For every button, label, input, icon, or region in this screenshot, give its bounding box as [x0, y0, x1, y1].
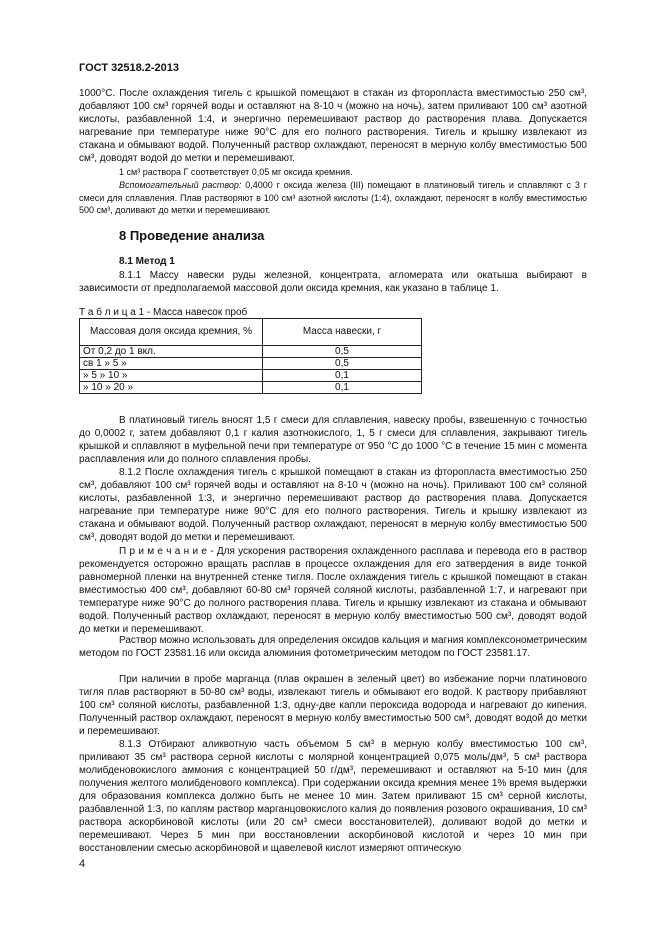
- table-row: [80, 358, 422, 370]
- footnote-solution-g: 1 см³ раствора Г соответствует 0,05 мг оксида кремния.: [119, 167, 353, 177]
- table-caption: Т а б л и ц а 1 - Масса навесок проб: [79, 307, 248, 318]
- crucible-fusion-paragraph: В платиновый тигель вносят 1,5 г смеси для сплавления, навеску пробы, взвешенную с точностью до 0,0002 г, затем добавляют 0,1 г калия азотнокислого, 1, 5 г смеси для сплавления, закрывают тигель крышкой и сплавляют в муфельной печи при температуре от 950 °С до 1000 °С в течение 15 мин с момента расплавления или до полного сплавления пробы.: [79, 415, 587, 466]
- table-row: [80, 346, 422, 358]
- table-cell-mass: 0,5: [263, 346, 422, 358]
- table-row: [80, 370, 422, 382]
- auxiliary-solution-paragraph: [79, 179, 587, 217]
- table-cell-range: св 1 » 5 »: [80, 358, 263, 370]
- table-header-row: [80, 319, 422, 346]
- table-cell-mass: 0,1: [263, 382, 422, 394]
- document-code-header: ГОСТ 32518.2-2013: [79, 62, 179, 74]
- intro-paragraph: 1000°С. После охлаждения тигель с крышкой помещают в стакан из фторопласта вместимостью 250 см³, добавляют 100 см³ горячей воды и оставляют на 8-10 ч (можно на ночь), затем приливают 100 см³ азотной кислоты, разбавленной 1:4, и энергично перемешивают раствор до растворения плава. Допускается нагревание при температуре ниже 90°С для его полного растворения. Тигель и крышку извлекают из стакана и обмывают водой. Полученный раствор охлаждают, переносят в мерную колбу вместимостью 500 см³, доводят водой до метки и перемешивают.: [79, 88, 587, 165]
- paragraph-8-1-2: 8.1.2 После охлаждения тигель с крышкой помещают в стакан из фторопласта вместимостью 250 см³, добавляют 100 см³ горячей воды и оставляют на 8-10 ч (можно на ночь). Приливают 100 см³ соляной кислоты, разбавленной 1:3, и энергично перемешивают раствор до растворения плава. Допускается нагревание при температуре ниже 90°С для его полного растворения. Тигель и крышку извлекают из стакана и обмывают водой. Полученный раствор охлаждают, переносят в мерную колбу вместимостью 500 см³, доводят водой до метки и перемешивают.: [79, 467, 587, 544]
- table-cell-mass: 0,1: [263, 370, 422, 382]
- subsection-title: 8.1 Метод 1: [119, 256, 175, 267]
- section-title: 8 Проведение анализа: [119, 228, 265, 243]
- table-header-sample-mass: Масса навески, г: [263, 319, 422, 346]
- page-number: 4: [79, 858, 86, 870]
- table-cell-range: » 5 » 10 »: [80, 370, 263, 382]
- note-paragraph: П р и м е ч а н и е - Для ускорения растворения охлажденного расплава и перевода его в раствор рекомендуется осторожно вращать расплав в процессе охлаждения для его затвердения в виде тонкой равномерной пленки на внутренней стенке тигля. После охлаждения тигель с крышкой помещают в стакан вместимостью 400 см³, добавляют 60-80 см³ горячей соляной кислоты, разбавленной 1:7, и нагревают при температуре ниже 90°С до полного растворения плава. Тигель и крышку извлекают из стакана и обмывают водой. Полученный раствор охлаждают, переносят в мерную колбу вместимостью 500 см³, доводят водой до метки и перемешивают.: [79, 546, 587, 636]
- table-cell-range: » 10 » 20 »: [80, 382, 263, 394]
- table-cell-mass: 0,5: [263, 358, 422, 370]
- auxiliary-solution-text: 0,4000 г оксида железа (III) помещают в платиновый тигель и сплавляют с 3 г смеси для сплавления. Плав растворяют в 100 см³ азотной кислоты (1:4), охлаждают, переносят в колбу вместимостью 500 см³, доливают до метки и перемешивают.: [79, 180, 587, 215]
- paragraph-8-1-1: 8.1.1 Массу навески руды железной, концентрата, агломерата или окатыша выбирают в зависимости от предполагаемой массовой доли оксида кремния, как указано в таблице 1.: [79, 270, 587, 295]
- table-cell-range: От 0,2 до 1 вкл.: [80, 346, 263, 358]
- sample-mass-table: [79, 318, 422, 394]
- paragraph-8-1-3: 8.1.3 Отбирают аликвотную часть объемом 5 см³ в мерную колбу вместимостью 100 см³, приливают 35 см³ раствора серной кислоты с молярной концентрацией 0,075 моль/дм³, 5 см³ раствора молибденовокислого аммония с концентрацией 50 г/дм³, перемешивают и оставляют на 5-10 мин (для получения желтого молибденового комплекса). При содержании оксида кремния менее 1% время выдержки для образования комплекса должно быть не менее 10 мин. Затем приливают 15 см³ серной кислоты, разбавленной 1:3, по каплям раствор марганцовокислого калия до появления розового окрашивания, 10 см³ раствора аскорбиновой кислоты (или 20 см³ смеси восстановителей), доливают водой до метки и перемешивают. Через 5 мин при восстановлении аскорбиновой кислотой и через 10 мин при восстановлении смесью аскорбиновой и щавелевой кислот измеряют оптическую: [79, 739, 587, 855]
- table-row: [80, 382, 422, 394]
- table-header-silica-fraction: Массовая доля оксида кремния, %: [80, 319, 263, 346]
- manganese-paragraph: При наличии в пробе марганца (плав окрашен в зеленый цвет) во избежание порчи платинового тигля плав растворяют в 50-80 см³ воды, извлекают тигель и обмывают его водой. К раствору прибавляют 100 см³ соляной кислоты, разбавленной 1:3, одну-две капли пероксида водорода и нагревают до кипения. Полученный раствор охлаждают, переносят в мерную колбу вместимостью 500 см³, доводят водой до метки и перемешивают.: [79, 674, 587, 738]
- auxiliary-solution-label: Вспомогательный раствор:: [119, 180, 242, 190]
- solution-usage-paragraph: Раствор можно использовать для определения оксидов кальция и магния комплексонометрическим методом по ГОСТ 23581.16 или оксида алюминия фотометрическим методом по ГОСТ 23581.17.: [79, 635, 587, 660]
